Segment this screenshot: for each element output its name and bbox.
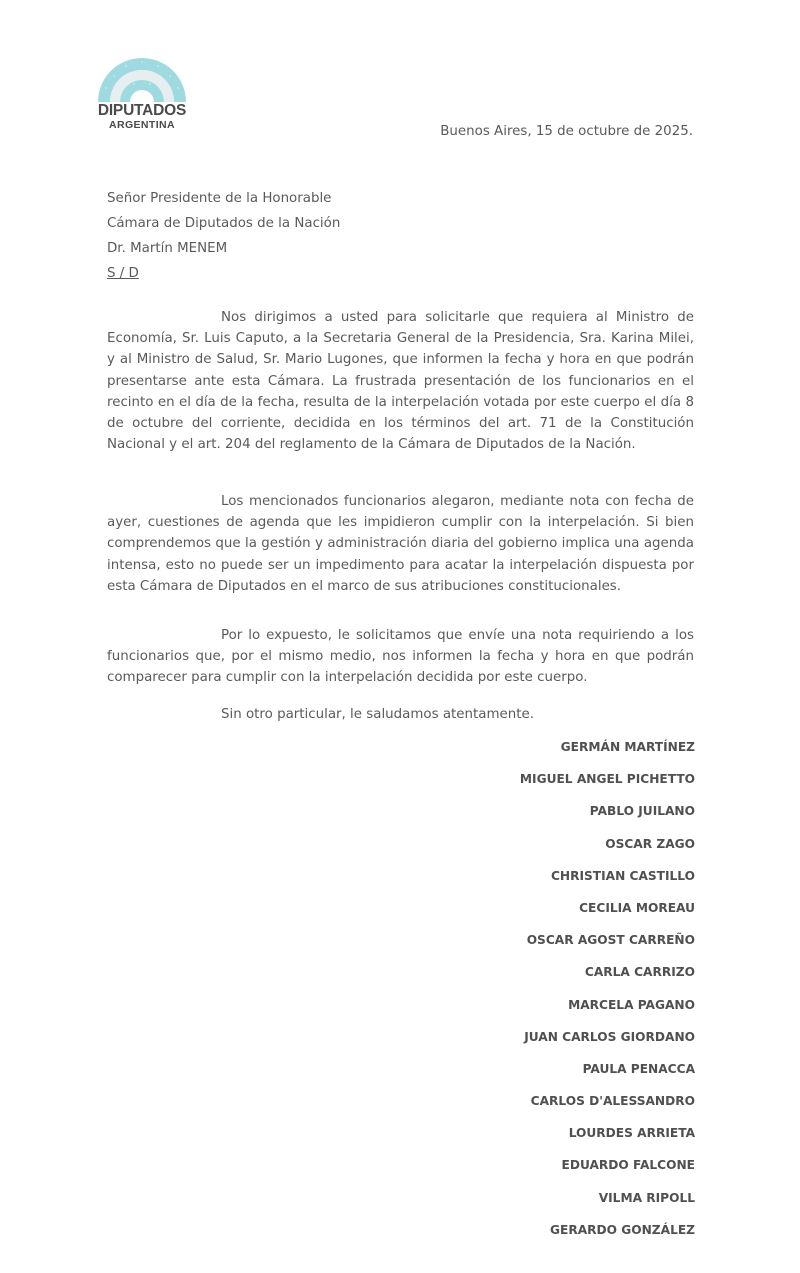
signatory-name: VILMA RIPOLL — [598, 1190, 695, 1205]
signatory-name: CARLA CARRIZO — [584, 965, 695, 980]
paragraph-text: Por lo expuesto, le solicitamos que envíe una nota requiriendo a los funcionarios que, por el mismo medio, nos informen la fecha y hora en que podrán comparecer para cumplir con la interpelación decidida por este cuerpo. — [107, 628, 694, 686]
addressee-block — [107, 186, 340, 286]
signatory-name: CHRISTIAN CASTILLO — [550, 868, 695, 883]
signatory-name: PAULA PENACCA — [582, 1061, 695, 1076]
signatory-name: CECILIA MOREAU — [579, 900, 695, 915]
addressee-sd: S / D — [107, 266, 139, 281]
closing-line — [107, 704, 694, 725]
signatory-name: GERARDO GONZÁLEZ — [549, 1222, 695, 1237]
paragraph-text: Los mencionados funcionarios alegaron, mediante nota con fecha de ayer, cuestiones de agenda que les impidieron cumplir con la interpelación. Si bien comprendemos que la gestión y administración diaria del gobierno implica una agenda intensa, esto no puede ser un impedimento para acatar la interpelación dispuesta por esta Cámara de Diputados en el marco de sus atribuciones constitucionales. — [107, 494, 694, 594]
letter-paragraph-3 — [107, 625, 694, 689]
signatory-name: PABLO JUILANO — [589, 804, 695, 819]
signatory-name: JUAN CARLOS GIORDANO — [524, 1029, 695, 1044]
letterhead-logo — [88, 56, 196, 131]
addressee-line: Señor Presidente de la Honorable — [107, 191, 332, 206]
signatory-name: OSCAR ZAGO — [605, 836, 695, 851]
signatory-name: OSCAR AGOST CARREÑO — [526, 933, 695, 948]
date-line: Buenos Aires, 15 de octubre de 2025. — [440, 124, 693, 139]
logo-subtitle: ARGENTINA — [108, 119, 175, 131]
signatory-name: GERMÁN MARTÍNEZ — [560, 740, 695, 754]
letter-paragraph-2 — [107, 491, 694, 597]
paragraph-text: Nos dirigimos a usted para solicitarle que requiera al Ministro de Economía, Sr. Luis Caputo, a la Secretaria General de la Presidencia, Sra. Karina Milei, y al Ministro de Salud, Sr. Mario Lugones, que informen la fecha y hora en que podrán presentarse ante esta Cámara. La frustrada presentación de los funcionarios en el recinto en el día de la fecha, resulta de la interpelación votada por este cuerpo el día 8 de octubre del corriente, decidida en los términos del art. 71 de la Constitución Nacional y el art. 204 del reglamento de la Cámara de Diputados de la Nación. — [107, 310, 694, 453]
signatory-name: MARCELA PAGANO — [568, 997, 695, 1012]
addressee-name: Dr. Martín MENEM — [107, 241, 228, 256]
signatory-name: EDUARDO FALCONE — [561, 1158, 695, 1173]
logo-title: DIPUTADOS — [97, 102, 187, 119]
hemicycle-seats-icon — [96, 56, 188, 102]
closing-text: Sin otro particular, le saludamos atentamente. — [221, 707, 534, 722]
signatories-list — [520, 736, 695, 1251]
addressee-line: Cámara de Diputados de la Nación — [107, 216, 341, 231]
letter-paragraph-1 — [107, 307, 694, 455]
signatory-name: LOURDES ARRIETA — [568, 1126, 695, 1141]
signatory-name: MIGUEL ANGEL PICHETTO — [519, 772, 695, 787]
signatory-name: CARLOS D'ALESSANDRO — [530, 1094, 695, 1109]
